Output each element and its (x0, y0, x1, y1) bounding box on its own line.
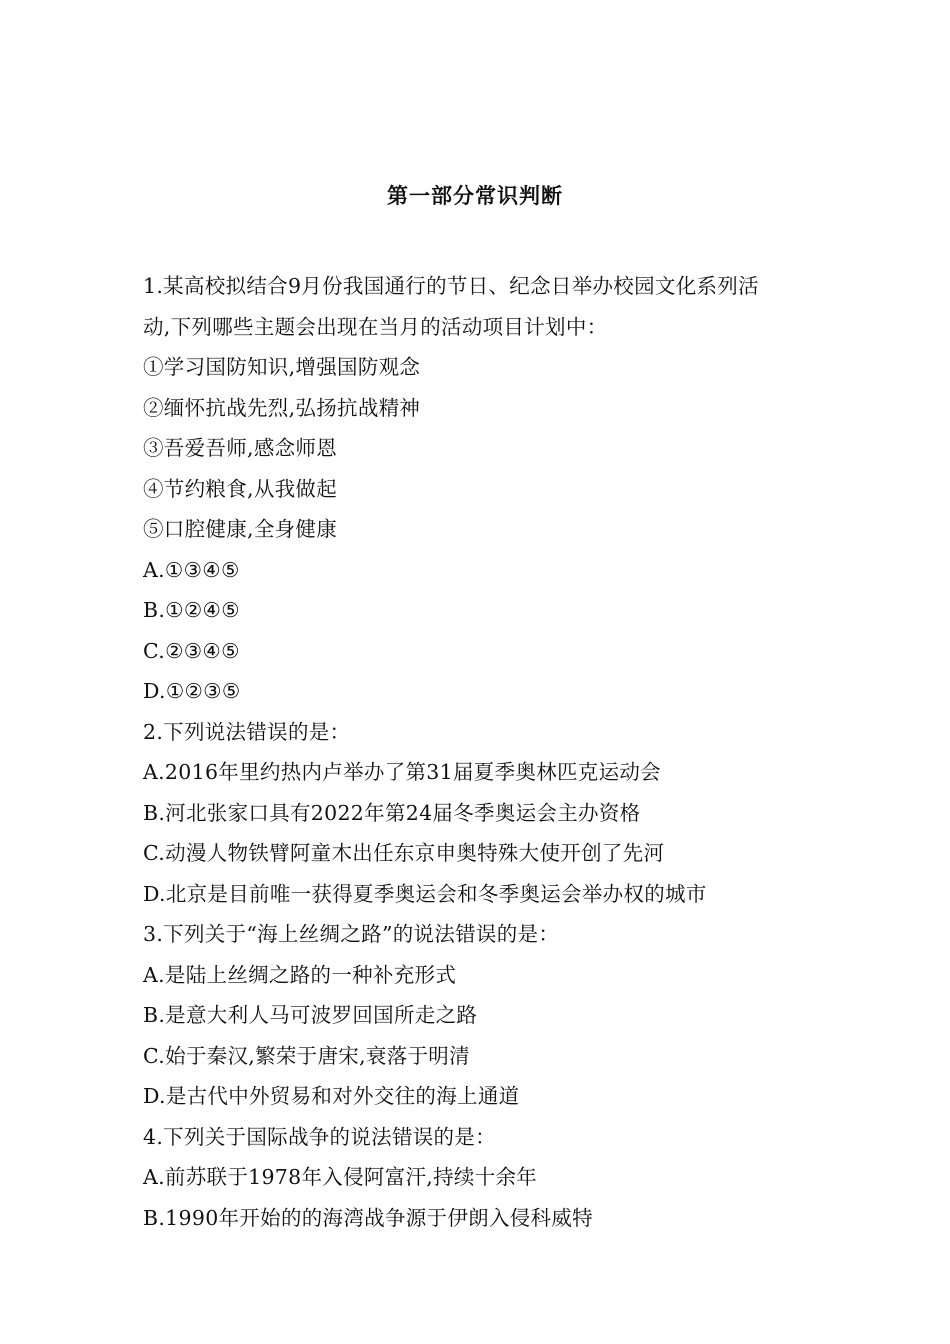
question-4-option-a: A.前苏联于1978年入侵阿富汗,持续十余年 (143, 1165, 538, 1189)
question-1-item-1: ①学习国防知识,增强国防观念 (143, 355, 421, 379)
question-2-stem: 2.下列说法错误的是： (143, 719, 351, 744)
question-2-option-b: B.河北张家口具有2022年第24届冬季奥运会主办资格 (143, 800, 641, 825)
question-content (143, 266, 823, 1238)
question-3-option-c: C.始于秦汉,繁荣于唐宋,衰落于明清 (143, 1043, 470, 1068)
question-1-stem-line-1: 1.某高校拟结合9月份我国通行的节日、纪念日举办校园文化系列活 (143, 274, 759, 298)
question-1-item-4: ④节约粮食,从我做起 (143, 476, 338, 501)
question-3-option-d: D.是古代中外贸易和对外交往的海上通道 (143, 1084, 520, 1108)
question-1-option-a: A.①③④⑤ (143, 557, 240, 582)
question-3-stem: 3.下列关于“海上丝绸之路”的说法错误的是： (143, 922, 560, 946)
question-3-option-b: B.是意大利人马可波罗回国所走之路 (143, 1003, 478, 1027)
question-1-option-c: C.②③④⑤ (143, 638, 240, 663)
question-1-item-3: ③吾爱吾师,感念师恩 (143, 436, 338, 460)
question-2-option-a: A.2016年里约热内卢举办了第31届夏季奥林匹克运动会 (143, 760, 661, 784)
question-1-option-d: D.①②③⑤ (143, 679, 241, 703)
question-1-item-2: ②缅怀抗战先烈,弘扬抗战精神 (143, 395, 421, 420)
question-3-option-a: A.是陆上丝绸之路的一种补充形式 (143, 962, 457, 987)
section-title: 第一部分常识判断 (387, 183, 563, 208)
question-2-option-c: C.动漫人物铁臂阿童木出任东京申奥特殊大使开创了先河 (143, 841, 665, 865)
question-1-item-5: ⑤口腔健康,全身健康 (143, 517, 338, 541)
question-4-stem: 4.下列关于国际战争的说法错误的是： (143, 1124, 496, 1149)
question-4-option-b: B.1990年开始的的海湾战争源于伊朗入侵科威特 (143, 1205, 593, 1230)
question-2-option-d: D.北京是目前唯一获得夏季奥运会和冬季奥运会举办权的城市 (143, 881, 707, 906)
question-1-option-b: B.①②④⑤ (143, 598, 240, 622)
question-1-stem-line-2: 动,下列哪些主题会出现在当月的活动项目计划中： (143, 314, 608, 339)
